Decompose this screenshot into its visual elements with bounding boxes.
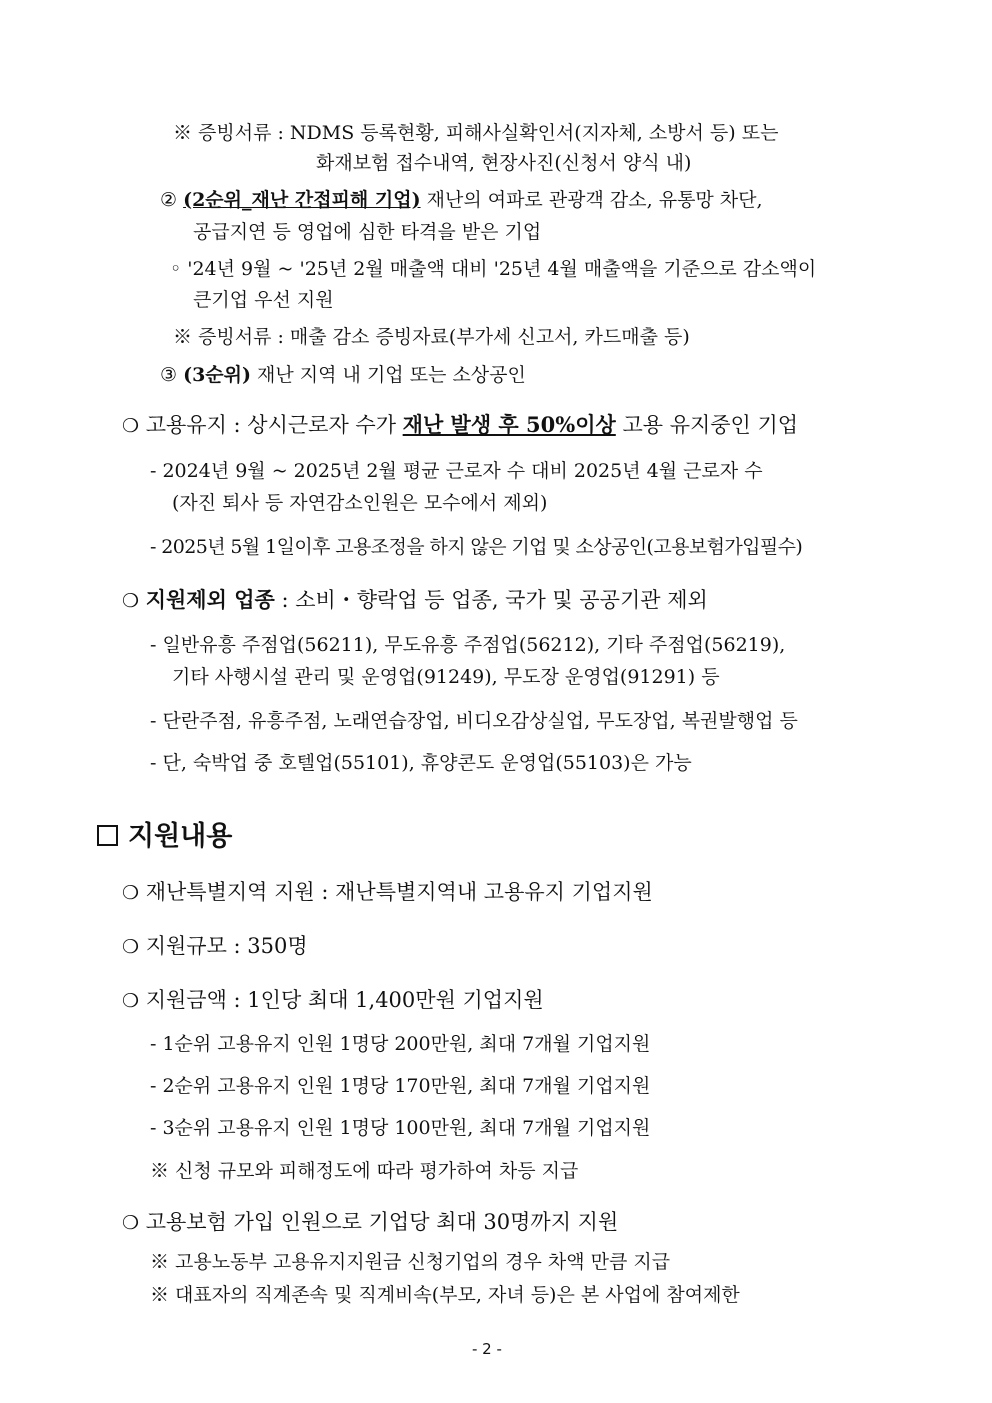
circle-bullet-icon: ❍: [122, 936, 140, 958]
support-note-1: ※ 신청 규모와 피해정도에 따라 평가하여 차등 지급: [150, 1160, 579, 1182]
support-scale-item: [122, 934, 308, 959]
priority-2-line2: 공급지연 등 영업에 심한 타격을 받은 기업: [193, 221, 542, 243]
priority-2-item: [160, 189, 763, 212]
priority-3-label: (3순위): [183, 364, 252, 386]
support-note-2: ※ 고용노동부 고용유지지원금 신청기업의 경우 차액 만큼 지급: [150, 1251, 671, 1273]
priority-2-number: ②: [160, 189, 178, 211]
priority-3-number: ③: [160, 364, 178, 386]
circle-bullet-icon: ❍: [122, 1212, 140, 1234]
support-region-text: 재난특별지역 지원 : 재난특별지역내 고용유지 기업지원: [145, 880, 653, 904]
support-rank-2: - 2순위 고용유지 인원 1명당 170만원, 최대 7개월 기업지원: [150, 1075, 651, 1097]
eligibility-doc-line2: 화재보험 접수내역, 현장사진(신청서 양식 내): [316, 152, 692, 174]
eligibility-doc-line1: ※ 증빙서류 : NDMS 등록현황, 피해사실확인서(지자체, 소방서 등) 또는: [173, 122, 779, 144]
support-insurance-text: 고용보험 가입 인원으로 기업당 최대 30명까지 지원: [145, 1210, 619, 1234]
exclusion-detail-3: - 단, 숙박업 중 호텔업(55101), 휴양콘도 운영업(55103)은 가능: [150, 752, 692, 774]
priority-2-text: 재난의 여파로 관광객 감소, 유통망 차단,: [420, 189, 763, 211]
employment-retention-item: [122, 412, 798, 438]
priority-2-sub-line1: ◦ '24년 9월 ~ '25년 2월 매출액 대비 '25년 4월 매출액을 기준으로 감소액이: [170, 258, 817, 280]
priority-3-text: 재난 지역 내 기업 또는 소상공인: [251, 364, 526, 386]
circle-bullet-icon: ❍: [122, 415, 140, 437]
section-heading: [97, 821, 232, 853]
priority-3-item: [160, 364, 526, 387]
support-rank-1: - 1순위 고용유지 인원 1명당 200만원, 최대 7개월 기업지원: [150, 1033, 651, 1055]
exclusion-text: : 소비・향락업 등 업종, 국가 및 공공기관 제외: [274, 588, 708, 612]
support-insurance-item: [122, 1210, 618, 1235]
priority-2-label: (2순위_재난 간접피해 기업): [183, 189, 421, 211]
circle-bullet-icon: ❍: [122, 990, 140, 1012]
exclusion-detail-1-line1: - 일반유흥 주점업(56211), 무도유흥 주점업(56212), 기타 주점업(56219),: [150, 634, 786, 656]
circle-bullet-icon: ❍: [122, 590, 140, 612]
exclusion-item: [122, 587, 708, 613]
support-rank-3: - 3순위 고용유지 인원 1명당 100만원, 최대 7개월 기업지원: [150, 1117, 651, 1139]
priority-2-doc: ※ 증빙서류 : 매출 감소 증빙자료(부가세 신고서, 카드매출 등): [173, 326, 690, 348]
exclusion-detail-2: - 단란주점, 유흥주점, 노래연습장업, 비디오감상실업, 무도장업, 복권발행업 등: [150, 710, 798, 732]
employment-label: 고용유지 : 상시근로자 수가: [145, 413, 403, 437]
employment-emphasis: 재난 발생 후 50%이상: [402, 412, 616, 437]
priority-2-sub-line2: 큰기업 우선 지원: [193, 289, 334, 311]
employment-detail-1-line2: (자진 퇴사 등 자연감소인원은 모수에서 제외): [172, 492, 548, 514]
support-note-3: ※ 대표자의 직계존속 및 직계비속(부모, 자녀 등)은 본 사업에 참여제한: [150, 1284, 740, 1306]
page-number: - 2 -: [472, 1340, 502, 1358]
section-title: 지원내용: [128, 821, 233, 852]
employment-tail: 고용 유지중인 기업: [615, 413, 799, 437]
exclusion-detail-1-line2: 기타 사행시설 관리 및 운영업(91249), 무도장 운영업(91291) 등: [172, 666, 720, 688]
support-region-item: [122, 880, 653, 905]
support-amount-text: 지원금액 : 1인당 최대 1,400만원 기업지원: [145, 988, 544, 1012]
support-amount-item: [122, 988, 544, 1013]
support-scale-text: 지원규모 : 350명: [145, 934, 308, 958]
square-bullet-icon: [97, 825, 118, 846]
employment-detail-1-line1: - 2024년 9월 ~ 2025년 2월 평균 근로자 수 대비 2025년 4월 근로자 수: [150, 460, 763, 482]
exclusion-label: 지원제외 업종: [145, 587, 275, 612]
circle-bullet-icon: ❍: [122, 882, 140, 904]
employment-detail-2: - 2025년 5월 1일이후 고용조정을 하지 않은 기업 및 소상공인(고용보험가입필수): [150, 536, 803, 558]
